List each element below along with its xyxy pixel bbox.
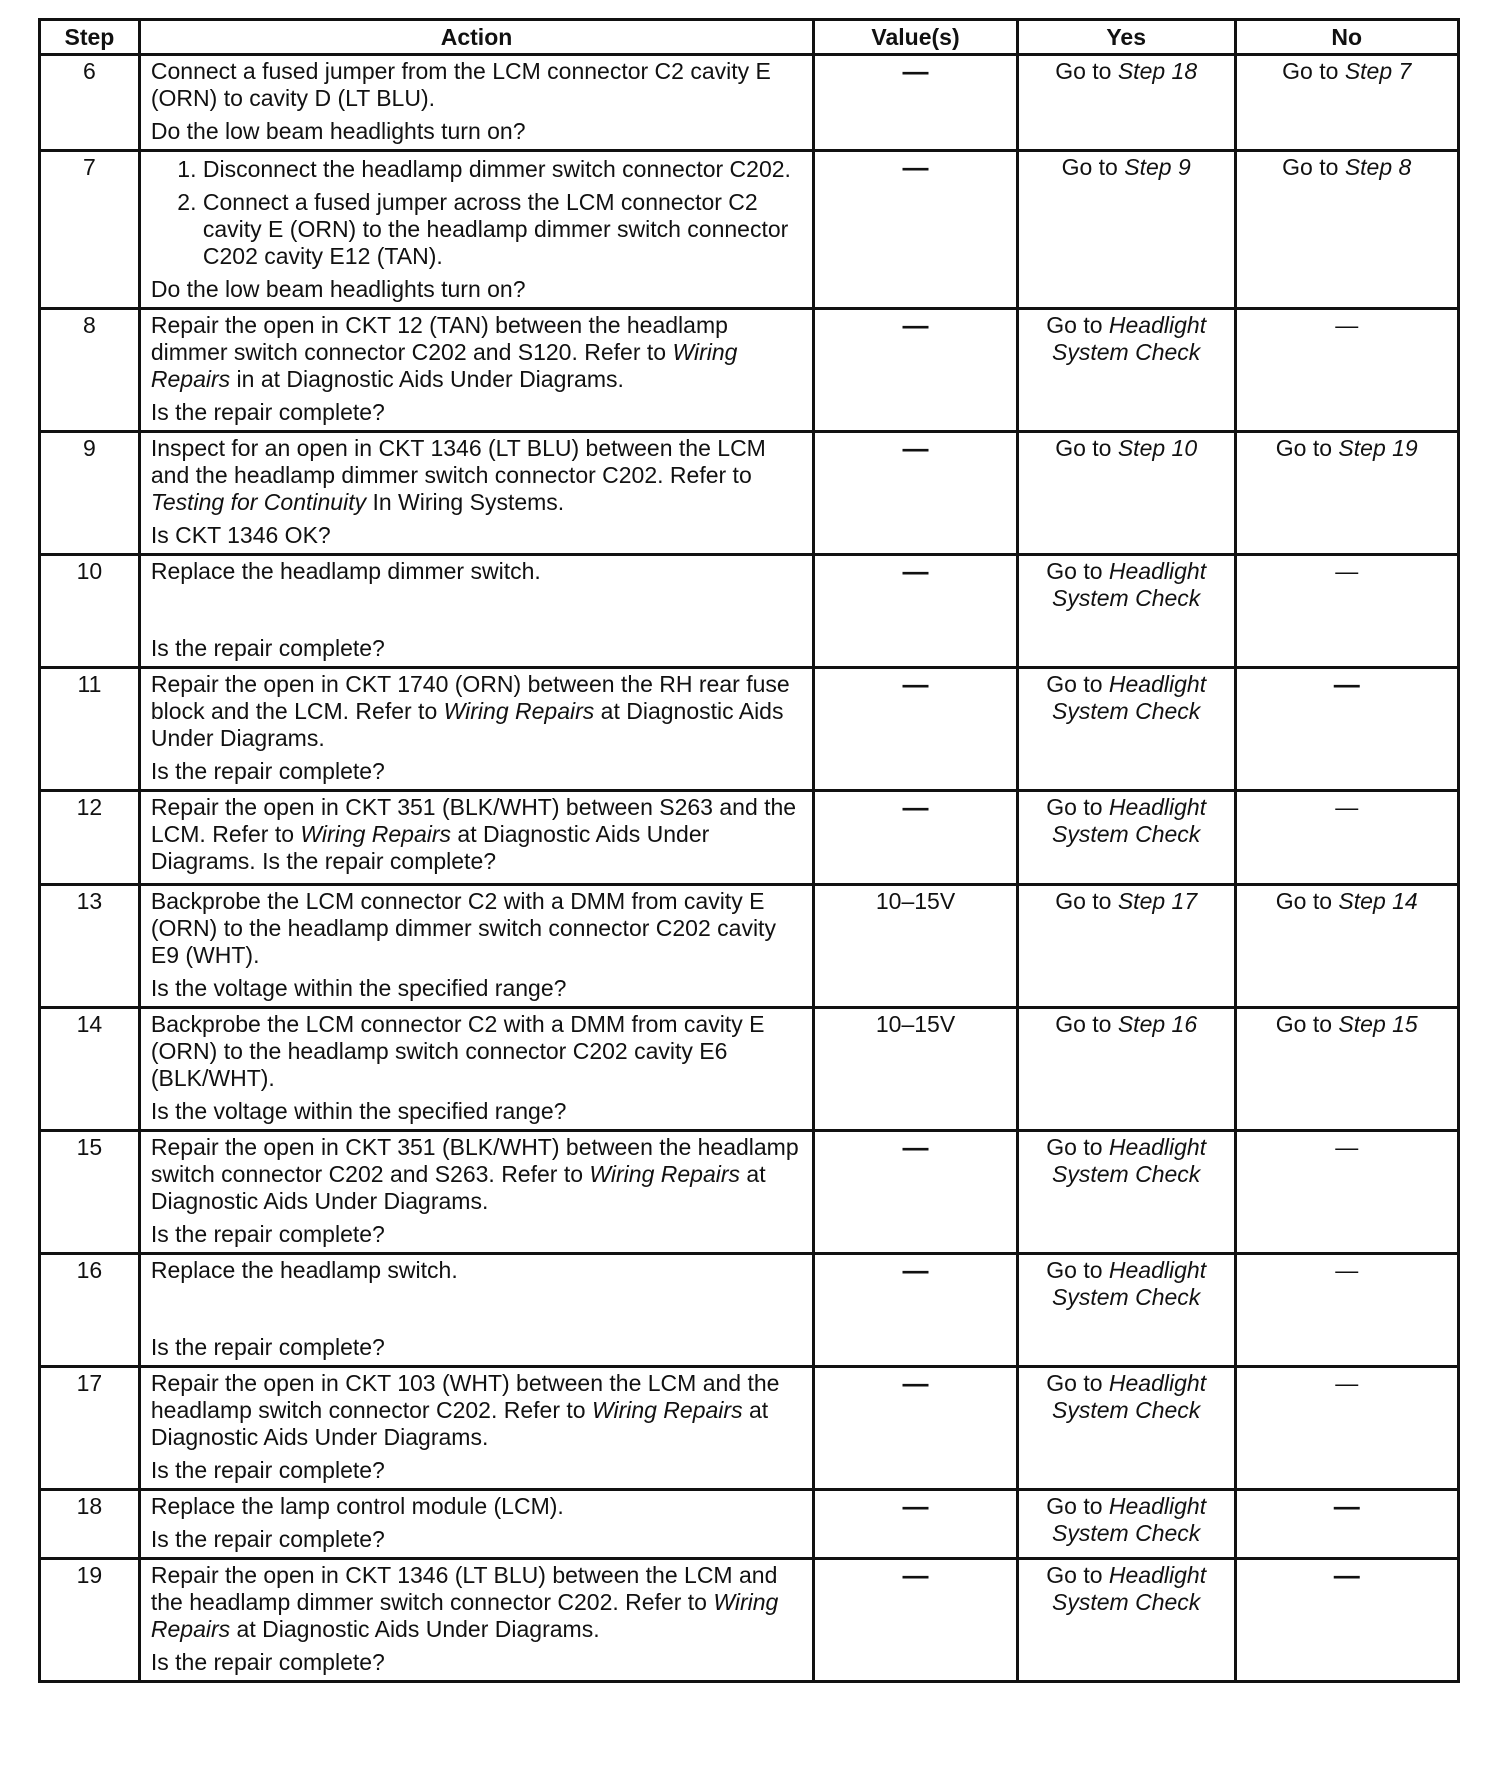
step-number: 17 xyxy=(40,1367,140,1490)
value-cell: — xyxy=(814,1254,1018,1367)
action-text: Replace the headlamp dimmer switch. xyxy=(150,558,541,584)
no-cell: Go to Step 19 xyxy=(1235,432,1459,555)
step-number: 14 xyxy=(40,1008,140,1131)
action-cell xyxy=(139,432,813,555)
header-no: No xyxy=(1235,20,1459,55)
table-row xyxy=(40,1008,1459,1131)
step-reference: Headlight System Check xyxy=(1052,671,1207,724)
action-cell xyxy=(139,1367,813,1490)
action-question: Is the repair complete? xyxy=(150,1649,385,1675)
table-row xyxy=(40,309,1459,432)
step-reference: Step 8 xyxy=(1344,154,1412,180)
no-cell: — xyxy=(1235,1131,1459,1254)
action-question: Is the repair complete? xyxy=(150,399,385,425)
yes-cell: Go to Step 18 xyxy=(1017,55,1235,151)
value-cell: — xyxy=(814,432,1018,555)
no-cell: Go to Step 15 xyxy=(1235,1008,1459,1131)
yes-cell: Go to Headlight System Check xyxy=(1017,309,1235,432)
value-cell: 10–15V xyxy=(814,1008,1018,1131)
action-question: Is the repair complete? xyxy=(150,1334,385,1360)
yes-cell: Go to Headlight System Check xyxy=(1017,1559,1235,1682)
table-row xyxy=(40,1367,1459,1490)
value-cell: — xyxy=(814,1367,1018,1490)
action-text: Replace the lamp control module (LCM). xyxy=(150,1493,564,1519)
no-cell: Go to Step 8 xyxy=(1235,151,1459,309)
table-row xyxy=(40,791,1459,885)
action-question: Do the low beam headlights turn on? xyxy=(150,118,526,144)
step-number: 16 xyxy=(40,1254,140,1367)
action-list xyxy=(151,156,802,270)
action-question: Do the low beam headlights turn on? xyxy=(150,276,526,302)
action-cell xyxy=(139,1254,813,1367)
action-text: Repair the open in CKT 12 (TAN) between the headlamp dimmer switch connector C202 and S120. Refer to Wiring Repairs in at Diagnostic Aids Under Diagrams. xyxy=(150,312,738,392)
action-cell xyxy=(139,1490,813,1559)
action-text: Repair the open in CKT 1740 (ORN) between the RH rear fuse block and the LCM. Refer to Wiring Repairs at Diagnostic Aids Under Diagrams. xyxy=(150,671,790,751)
step-reference: Headlight System Check xyxy=(1052,312,1207,365)
no-cell: — xyxy=(1235,309,1459,432)
list-item: 2. Connect a fused jumper across the LCM connector C2 cavity E (ORN) to the headlamp dimmer switch connector C202 cavity E12 (TAN). xyxy=(203,189,802,270)
action-text: Repair the open in CKT 1346 (LT BLU) between the LCM and the headlamp dimmer switch connector C202. Refer to Wiring Repairs at Diagnostic Aids Under Diagrams. xyxy=(150,1562,779,1642)
action-text: Repair the open in CKT 351 (BLK/WHT) between S263 and the LCM. Refer to Wiring Repairs at Diagnostic Aids Under Diagrams. Is the repair complete? xyxy=(150,794,797,874)
step-number: 13 xyxy=(40,885,140,1008)
table-row xyxy=(40,555,1459,668)
yes-cell: Go to Step 9 xyxy=(1017,151,1235,309)
table-row xyxy=(40,432,1459,555)
step-number: 6 xyxy=(40,55,140,151)
action-cell xyxy=(139,791,813,885)
step-reference: Step 9 xyxy=(1124,154,1191,180)
value-cell: — xyxy=(814,151,1018,309)
step-reference: Headlight System Check xyxy=(1052,1257,1207,1310)
action-text: Replace the headlamp switch. xyxy=(150,1257,458,1283)
value-cell: — xyxy=(814,668,1018,791)
yes-cell: Go to Step 10 xyxy=(1017,432,1235,555)
step-number: 8 xyxy=(40,309,140,432)
yes-cell: Go to Headlight System Check xyxy=(1017,668,1235,791)
diagnostic-table xyxy=(38,18,1460,1683)
value-cell: — xyxy=(814,55,1018,151)
yes-cell: Go to Headlight System Check xyxy=(1017,555,1235,668)
step-reference: Step 15 xyxy=(1338,1011,1418,1037)
yes-cell: Go to Headlight System Check xyxy=(1017,1254,1235,1367)
action-cell xyxy=(139,668,813,791)
action-cell xyxy=(139,55,813,151)
table-row xyxy=(40,55,1459,151)
action-cell xyxy=(139,1008,813,1131)
no-cell: — xyxy=(1235,791,1459,885)
step-number: 18 xyxy=(40,1490,140,1559)
no-cell: — xyxy=(1235,668,1459,791)
value-cell: — xyxy=(814,791,1018,885)
table-row xyxy=(40,1559,1459,1682)
no-cell: Go to Step 14 xyxy=(1235,885,1459,1008)
value-cell: — xyxy=(814,309,1018,432)
action-text: Inspect for an open in CKT 1346 (LT BLU) between the LCM and the headlamp dimmer switch connector C202. Refer to Testing for Continuity In Wiring Systems. xyxy=(150,435,766,515)
step-number: 11 xyxy=(40,668,140,791)
list-item: 1. Disconnect the headlamp dimmer switch connector C202. xyxy=(203,156,802,183)
action-cell xyxy=(139,1559,813,1682)
header-yes: Yes xyxy=(1017,20,1235,55)
action-cell xyxy=(139,151,813,309)
step-reference: Step 18 xyxy=(1117,58,1198,84)
yes-cell: Go to Headlight System Check xyxy=(1017,1131,1235,1254)
yes-cell: Go to Headlight System Check xyxy=(1017,1367,1235,1490)
table-row xyxy=(40,885,1459,1008)
step-reference: Headlight System Check xyxy=(1052,1562,1207,1615)
value-cell: — xyxy=(814,1559,1018,1682)
action-text: Connect a fused jumper from the LCM connector C2 cavity E (ORN) to cavity D (LT BLU). xyxy=(150,58,771,111)
table-row xyxy=(40,151,1459,309)
value-cell: — xyxy=(814,1490,1018,1559)
yes-cell: Go to Headlight System Check xyxy=(1017,791,1235,885)
table-row xyxy=(40,668,1459,791)
yes-cell: Go to Step 16 xyxy=(1017,1008,1235,1131)
no-cell: — xyxy=(1235,555,1459,668)
step-reference: Step 10 xyxy=(1117,435,1198,461)
yes-cell: Go to Step 17 xyxy=(1017,885,1235,1008)
action-text: Repair the open in CKT 103 (WHT) between the LCM and the headlamp switch connector C202. Refer to Wiring Repairs at Diagnostic Aids Under Diagrams. xyxy=(150,1370,780,1450)
header-step: Step xyxy=(40,20,140,55)
action-text: Backprobe the LCM connector C2 with a DMM from cavity E (ORN) to the headlamp switch connector C202 cavity E6 (BLK/WHT). xyxy=(150,1011,765,1091)
no-cell: — xyxy=(1235,1367,1459,1490)
step-reference: Headlight System Check xyxy=(1052,1370,1207,1423)
yes-cell: Go to Headlight System Check xyxy=(1017,1490,1235,1559)
step-number: 15 xyxy=(40,1131,140,1254)
value-cell: — xyxy=(814,555,1018,668)
step-reference: Step 17 xyxy=(1117,888,1198,914)
step-number: 19 xyxy=(40,1559,140,1682)
action-cell xyxy=(139,885,813,1008)
action-question: Is the repair complete? xyxy=(150,1526,385,1552)
value-cell: 10–15V xyxy=(814,885,1018,1008)
action-question: Is CKT 1346 OK? xyxy=(150,522,331,548)
header-values: Value(s) xyxy=(814,20,1018,55)
step-reference: Headlight System Check xyxy=(1052,794,1207,847)
step-reference: Step 7 xyxy=(1344,58,1412,84)
action-text: Repair the open in CKT 351 (BLK/WHT) between the headlamp switch connector C202 and S263. Refer to Wiring Repairs at Diagnostic Aids Under Diagrams. xyxy=(150,1134,799,1214)
no-cell: — xyxy=(1235,1254,1459,1367)
no-cell: — xyxy=(1235,1559,1459,1682)
step-reference: Step 16 xyxy=(1117,1011,1198,1037)
action-cell xyxy=(139,555,813,668)
action-question: Is the repair complete? xyxy=(150,758,385,784)
action-question: Is the voltage within the specified range? xyxy=(150,975,567,1001)
no-cell: Go to Step 7 xyxy=(1235,55,1459,151)
header-action: Action xyxy=(139,20,813,55)
value-cell: — xyxy=(814,1131,1018,1254)
table-row xyxy=(40,1131,1459,1254)
step-reference: Step 14 xyxy=(1338,888,1418,914)
table-row xyxy=(40,1254,1459,1367)
action-cell xyxy=(139,309,813,432)
action-question: Is the repair complete? xyxy=(150,1221,385,1247)
table-row xyxy=(40,1490,1459,1559)
step-reference: Headlight System Check xyxy=(1052,1493,1207,1546)
step-number: 7 xyxy=(40,151,140,309)
step-reference: Step 19 xyxy=(1338,435,1418,461)
action-question: Is the voltage within the specified range? xyxy=(150,1098,567,1124)
step-reference: Headlight System Check xyxy=(1052,558,1207,611)
action-cell xyxy=(139,1131,813,1254)
step-number: 12 xyxy=(40,791,140,885)
step-number: 10 xyxy=(40,555,140,668)
action-text: Backprobe the LCM connector C2 with a DMM from cavity E (ORN) to the headlamp dimmer switch connector C202 cavity E9 (WHT). xyxy=(150,888,776,968)
action-question: Is the repair complete? xyxy=(150,635,385,661)
action-question: Is the repair complete? xyxy=(150,1457,385,1483)
step-reference: Headlight System Check xyxy=(1052,1134,1207,1187)
no-cell: — xyxy=(1235,1490,1459,1559)
header-row xyxy=(40,20,1459,55)
step-number: 9 xyxy=(40,432,140,555)
